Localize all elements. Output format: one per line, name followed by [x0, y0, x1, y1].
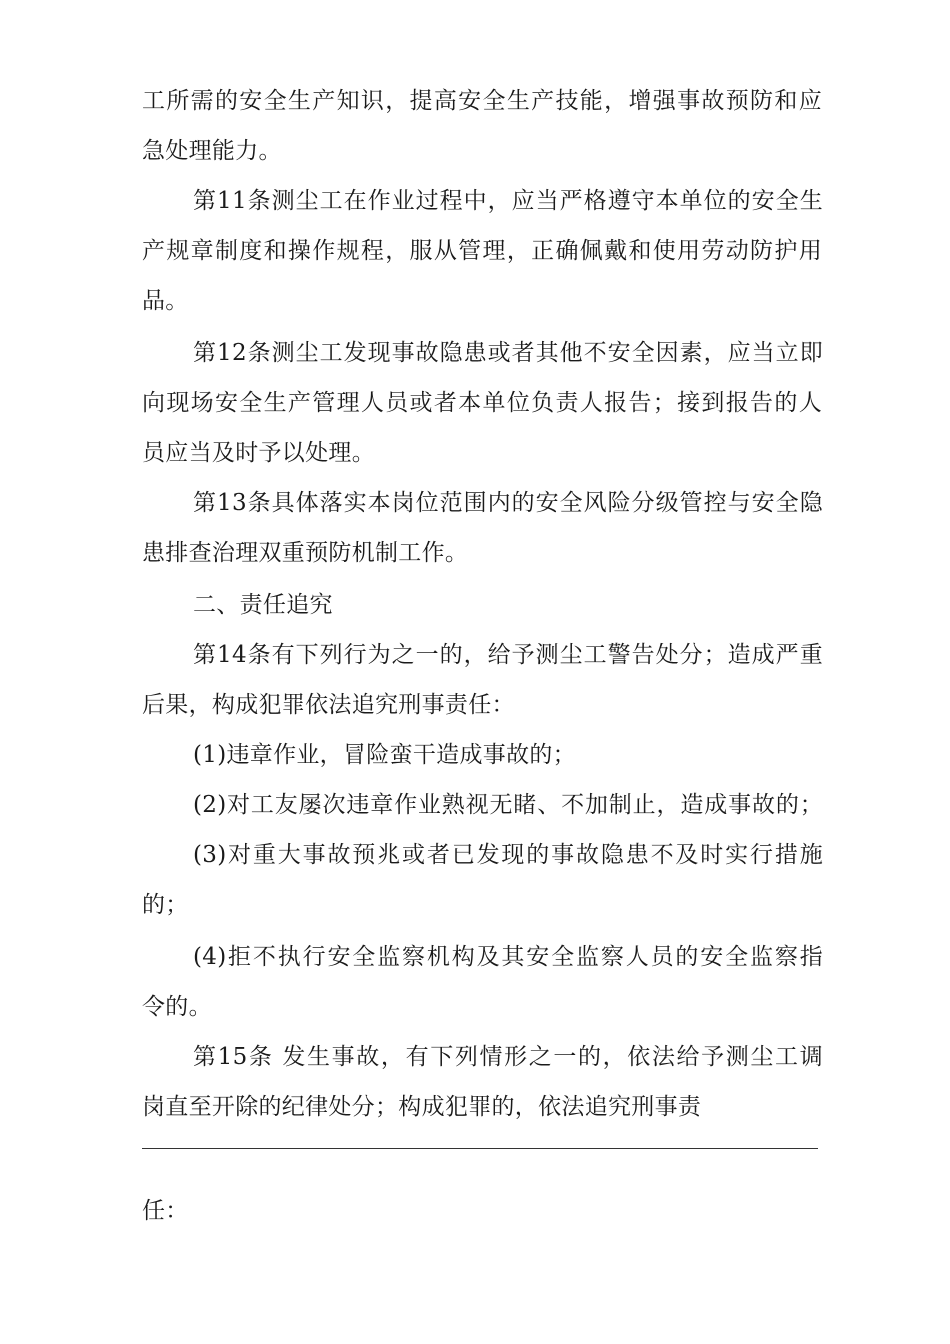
article-12-line-3: 员应当及时予以处理。	[142, 440, 375, 466]
continued-text-line: 任：	[142, 1198, 189, 1224]
list-item-4-line-1: (4)拒不执行安全监察机构及其安全监察人员的安全监察指	[193, 944, 823, 970]
article-15-line-1: 第15条 发生事故，有下列情形之一的，依法给予测尘工调	[193, 1044, 823, 1070]
list-item-3-line-2: 的；	[142, 892, 189, 918]
article-13-line-1: 第13条具体落实本岗位范围内的安全风险分级管控与安全隐	[193, 490, 823, 516]
article-15-line-2: 岗直至开除的纪律处分；构成犯罪的，依法追究刑事责	[142, 1094, 702, 1120]
article-12-line-2: 向现场安全生产管理人员或者本单位负责人报告；接到报告的人	[142, 390, 822, 416]
text-line-2: 急处理能力。	[142, 138, 282, 164]
article-11-line-2: 产规章制度和操作规程，服从管理，正确佩戴和使用劳动防护用	[142, 238, 822, 264]
page-divider	[142, 1148, 818, 1149]
article-14-line-1: 第14条有下列行为之一的，给予测尘工警告处分；造成严重	[193, 642, 823, 668]
article-13-line-2: 患排查治理双重预防机制工作。	[142, 540, 469, 566]
article-12-line-1: 第12条测尘工发现事故隐患或者其他不安全因素，应当立即	[193, 340, 823, 366]
list-item-4-line-2: 令的。	[142, 994, 212, 1020]
list-item-3-line-1: (3)对重大事故预兆或者已发现的事故隐患不及时实行措施	[193, 842, 823, 868]
list-item-2: (2)对工友屡次违章作业熟视无睹、不加制止，造成事故的；	[193, 792, 823, 818]
text-line-1: 工所需的安全生产知识，提高安全生产技能，增强事故预防和应	[142, 88, 822, 114]
article-11-line-3: 品。	[142, 288, 189, 314]
article-11-line-1: 第11条测尘工在作业过程中，应当严格遵守本单位的安全生	[193, 188, 823, 214]
list-item-1: (1)违章作业，冒险蛮干造成事故的；	[193, 742, 576, 768]
article-14-line-2: 后果，构成犯罪依法追究刑事责任：	[142, 692, 515, 718]
section-heading: 二、责任追究	[193, 592, 333, 618]
